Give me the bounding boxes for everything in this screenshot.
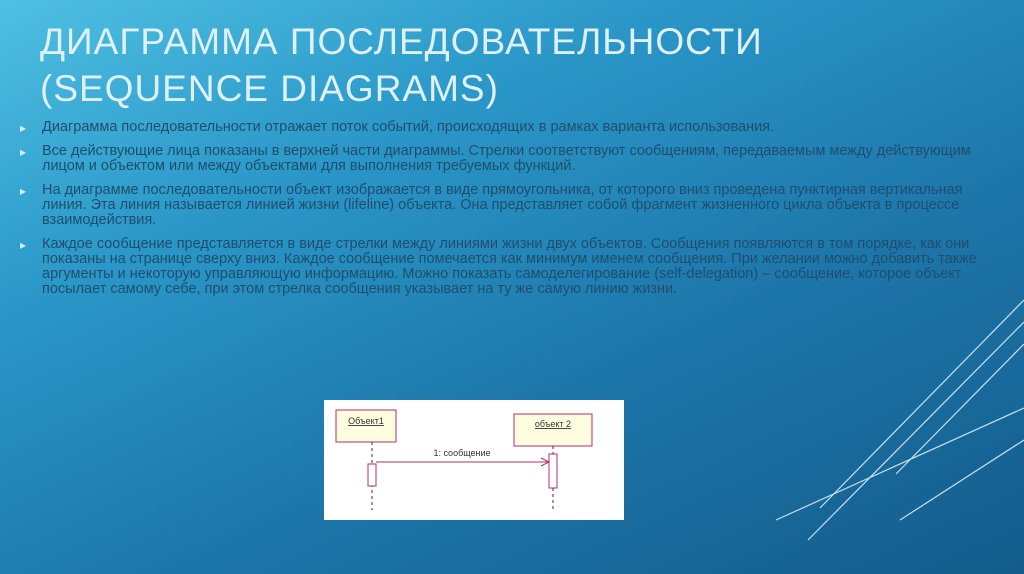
- bullet-text: Все действующие лица показаны в верхней части диаграммы. Стрелки соответствуют сообщениям, передаваемым между действующим лицом и объектом или между объектами для выполнения требуемых функций.: [42, 143, 971, 174]
- object1-label: Объект1: [348, 416, 384, 426]
- bullet-arrow-icon: ▸: [20, 145, 27, 159]
- slide-title: [40, 18, 840, 112]
- object1-activation: [368, 464, 376, 486]
- bullet-item: [20, 183, 980, 228]
- sequence-diagram-image: [324, 400, 624, 520]
- bullet-text: Диаграмма последовательности отражает поток событий, происходящих в рамках варианта использования.: [42, 119, 775, 135]
- bullet-item: [20, 120, 980, 135]
- bullet-arrow-icon: ▸: [20, 238, 27, 252]
- bullet-item: [20, 144, 980, 174]
- bullet-arrow-icon: ▸: [20, 184, 27, 198]
- bullet-text: Каждое сообщение представляется в виде стрелки между линиями жизни двух объектов. Сообщения появляются в том порядке, как они показаны на странице сверху вниз. Каждое сообщение помечается как минимум именем сообщения. При желании можно добавить также аргументы и некоторую управляющую информацию. Можно показать самоделегирование (self-delegation) – сообщение, которое объект посылает самому себе, при этом стрелка сообщения указывает на ту же самую линию жизни.: [42, 236, 977, 297]
- message-label: 1: сообщение: [433, 448, 491, 458]
- object1-box: [336, 410, 396, 442]
- title-line-1: ДИАГРАММА ПОСЛЕДОВАТЕЛЬНОСТИ: [40, 21, 763, 62]
- object2-activation: [549, 454, 557, 488]
- object2-label: объект 2: [534, 419, 572, 429]
- bullet-item: [20, 237, 980, 297]
- bullet-text: На диаграмме последовательности объект изображается в виде прямоугольника, от которого вниз проведена пунктирная вертикальная линия. Эта линия называется линией жизни (lifeline) объекта. Она представляет собой фрагмент жизненного цикла объекта в процессе взаимодействия.: [42, 182, 963, 228]
- bullet-list: [20, 120, 980, 306]
- bullet-arrow-icon: ▸: [20, 121, 27, 135]
- sequence-diagram-svg: [324, 400, 624, 520]
- title-line-2: (SEQUENCE DIAGRAMS): [40, 68, 499, 109]
